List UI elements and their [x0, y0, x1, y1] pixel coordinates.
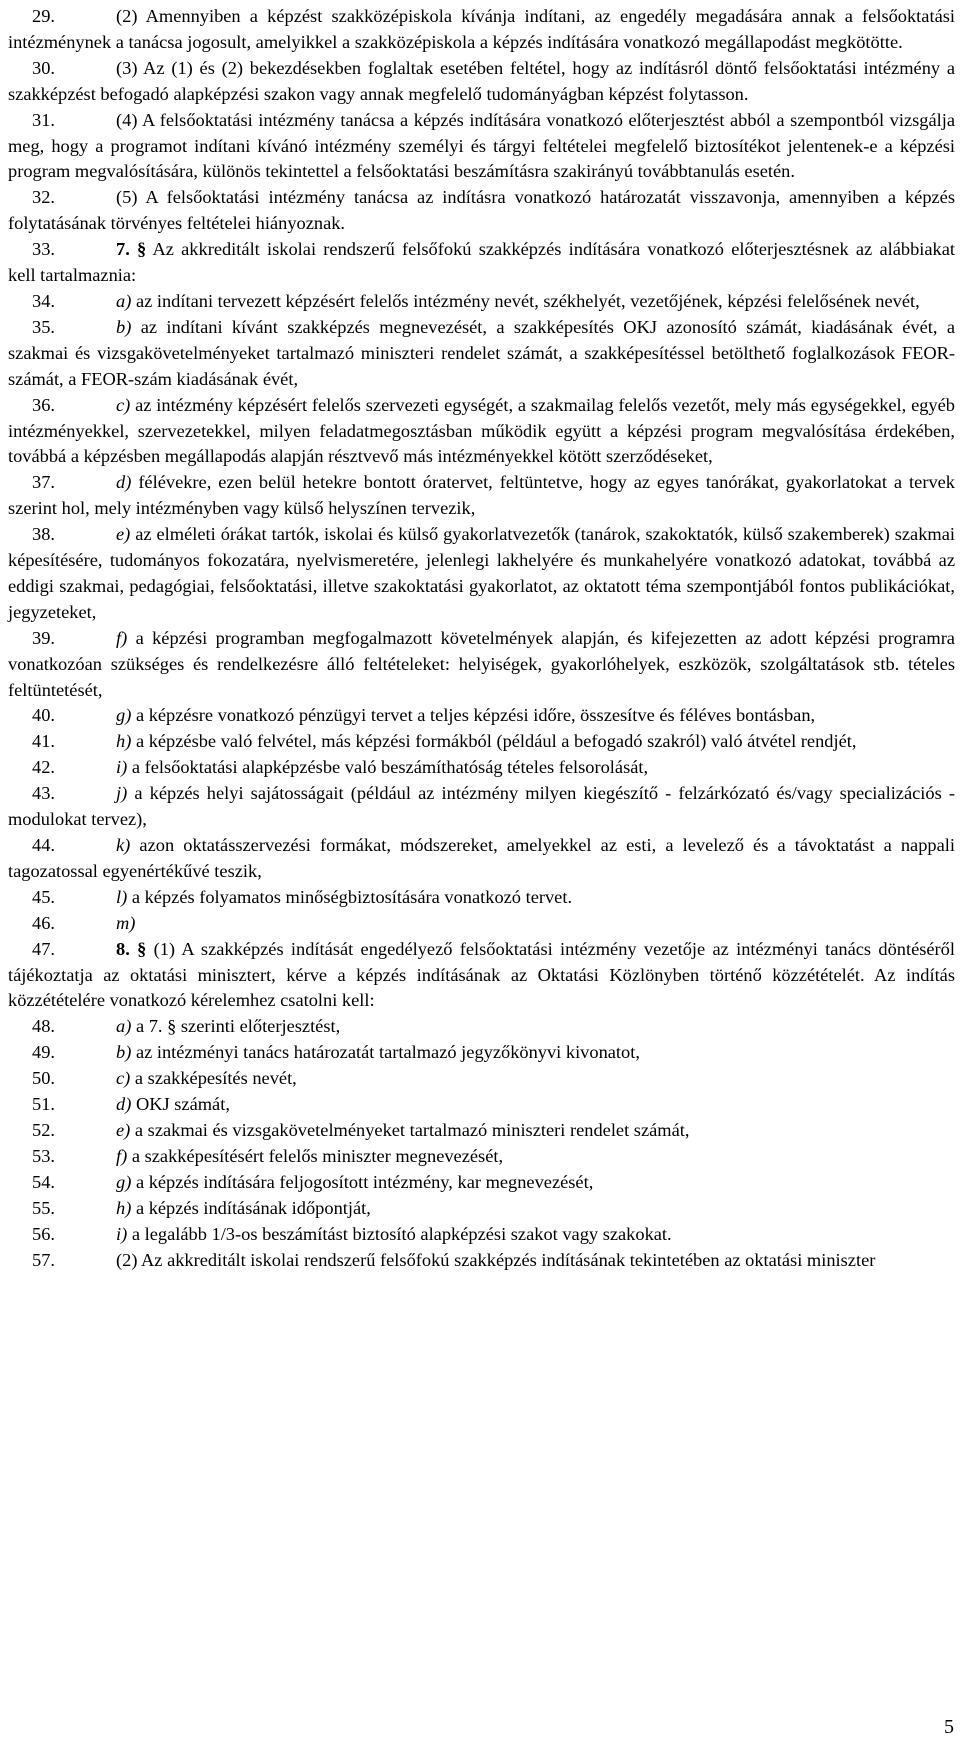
numbered-paragraph — [8, 1196, 955, 1222]
numbered-paragraph — [8, 1144, 955, 1170]
item-marker: h) — [116, 1197, 132, 1218]
numbered-paragraph — [8, 755, 955, 781]
paragraph-number: 32. — [32, 187, 55, 208]
item-marker: f) — [116, 1145, 128, 1166]
item-marker: d) — [116, 472, 132, 493]
item-marker: e) — [116, 1119, 131, 1140]
paragraph-text: a szakmai és vizsgakövetelményeket tartalmazó miniszteri rendelet számát, — [134, 1119, 690, 1140]
numbered-paragraph — [8, 289, 955, 315]
paragraph-number: 35. — [32, 316, 55, 337]
item-marker: f) — [116, 627, 128, 648]
paragraph-text: azon oktatásszervezési formákat, módszereket, amelyekkel az esti, a levelező és a távoktatást a nappali tagozatossal egyenértékűvé teszik, — [8, 835, 955, 881]
paragraph-text: az intézmény képzésért felelős szervezeti egységét, a szakmailag felelős vezetőt, mely más egységekkel, egyéb intézményekkel, szervezetekkel, milyen feladatmegosztásban működik együtt a képzési program megvalósítása érdekében, továbbá a képzésben megállapodás alapján résztvevő más intézményekkel kötött szerződéseket, — [8, 394, 955, 467]
paragraph-number: 29. — [32, 6, 55, 26]
paragraph-number: 57. — [32, 1249, 55, 1270]
item-marker: b) — [116, 1042, 132, 1063]
numbered-paragraph — [8, 4, 955, 56]
item-marker: a) — [116, 1016, 132, 1037]
numbered-paragraph — [8, 911, 955, 937]
paragraph-number: 48. — [32, 1016, 55, 1037]
paragraph-number: 49. — [32, 1042, 55, 1063]
item-marker: i) — [116, 1223, 128, 1244]
numbered-paragraph — [8, 1170, 955, 1196]
item-marker: l) — [116, 886, 128, 907]
paragraph-number: 53. — [32, 1145, 55, 1166]
paragraph-number: 41. — [32, 731, 55, 752]
paragraph-text: a szakképesítés nevét, — [134, 1068, 297, 1089]
paragraph-number: 51. — [32, 1094, 55, 1115]
numbered-paragraph — [8, 315, 955, 393]
paragraph-number: 39. — [32, 627, 55, 648]
numbered-paragraph — [8, 626, 955, 704]
numbered-paragraph — [8, 1222, 955, 1248]
numbered-paragraph — [8, 729, 955, 755]
paragraph-number: 56. — [32, 1223, 55, 1244]
numbered-paragraph — [8, 1118, 955, 1144]
numbered-paragraph — [8, 703, 955, 729]
item-marker: m) — [116, 912, 136, 933]
numbered-paragraph — [8, 522, 955, 626]
numbered-paragraph — [8, 108, 955, 186]
paragraph-text: a 7. § szerinti előterjesztést, — [135, 1016, 341, 1037]
numbered-paragraph — [8, 393, 955, 471]
paragraph-text: a képzés folyamatos minőségbiztosítására vonatkozó tervet. — [131, 886, 573, 907]
item-marker: c) — [116, 394, 131, 415]
item-marker: a) — [116, 290, 132, 311]
item-marker: e) — [116, 524, 131, 545]
numbered-paragraph — [8, 1066, 955, 1092]
numbered-paragraph — [8, 937, 955, 1015]
paragraph-text: (1) A szakképzés indítását engedélyező felsőoktatási intézmény vezetője az intézményi tanács döntéséről tájékoztatja az oktatási minisztert, kérve a képzés indításának az Oktatási Közlönyben történő közzétételét. Az indítás közzétételére vonatkozó kérelemhez csatolni kell: — [8, 938, 955, 1011]
item-marker: h) — [116, 731, 132, 752]
paragraph-text: a képzésre vonatkozó pénzügyi tervet a teljes képzési időre, összesítve és féléves bontásban, — [135, 705, 816, 726]
paragraph-text: az indítani kívánt szakképzés megnevezését, a szakképesítés OKJ azonosító számát, kiadásának évét, a szakmai és vizsgakövetelményeket tartalmazó miniszteri rendelet számát, a szakképesítéssel betölthető foglalkozások FEOR-számát, a FEOR-szám kiadásának évét, — [8, 316, 955, 389]
paragraph-number: 45. — [32, 886, 55, 907]
paragraph-number: 31. — [32, 109, 55, 130]
item-marker: g) — [116, 1171, 132, 1192]
paragraph-number: 43. — [32, 783, 55, 804]
paragraph-text: a képzés indításának időpontját, — [135, 1197, 371, 1218]
paragraph-text: OKJ számát, — [135, 1094, 230, 1115]
numbered-paragraph — [8, 56, 955, 108]
item-marker: k) — [116, 835, 131, 855]
numbered-paragraph — [8, 237, 955, 289]
item-marker: b) — [116, 316, 132, 337]
paragraph-text: a képzésbe való felvétel, más képzési formákból (például a befogadó szakról) való átvétel rendjét, — [135, 731, 857, 752]
numbered-paragraph — [8, 1014, 955, 1040]
paragraph-number: 44. — [32, 835, 55, 855]
paragraph-number: 38. — [32, 524, 55, 545]
paragraph-number: 36. — [32, 394, 55, 415]
paragraph-text: az intézményi tanács határozatát tartalmazó jegyzőkönyvi kivonatot, — [135, 1042, 640, 1063]
numbered-paragraph — [8, 781, 955, 833]
paragraph-text: az elméleti órákat tartók, iskolai és külső gyakorlatvezetők (tanárok, szakoktatók, külső szakemberek) szakmai képesítésére, tudományos fokozatára, nyelvismeretére, jelenlegi lakhelyére és munkahelyére vonatkozó adatokat, továbbá az eddigi szakmai, pedagógiai, felsőoktatási, illetve szakoktatási gyakorlatot, az oktatott téma szempontjából fontos publikációkat, jegyzeteket, — [8, 524, 955, 622]
paragraph-text: a képzés indítására feljogosított intézmény, kar megnevezését, — [135, 1171, 594, 1192]
paragraph-number: 46. — [32, 912, 55, 933]
paragraph-text: (2) Az akkreditált iskolai rendszerű felsőfokú szakképzés indításának tekintetében az oktatási miniszter — [116, 1249, 876, 1270]
paragraph-text: a legalább 1/3-os beszámítást biztosító alapképzési szakot vagy szakokat. — [131, 1223, 672, 1244]
paragraph-number: 47. — [32, 938, 55, 959]
paragraph-text: Az akkreditált iskolai rendszerű felsőfokú szakképzés indítására vonatkozó előterjesztésnek az alábbiakat kell tartalmaznia: — [8, 239, 956, 286]
item-marker: d) — [116, 1094, 132, 1115]
paragraph-text: a szakképesítésért felelős miniszter megnevezését, — [131, 1145, 504, 1166]
item-marker: i) — [116, 757, 128, 778]
section-mark: 8. § — [116, 938, 147, 959]
paragraph-number: 37. — [32, 472, 55, 493]
numbered-paragraph — [8, 885, 955, 911]
numbered-paragraph — [8, 833, 955, 885]
numbered-paragraph — [8, 1040, 955, 1066]
paragraph-number: 33. — [32, 239, 55, 260]
paragraph-number: 50. — [32, 1068, 55, 1089]
document-page — [8, 4, 955, 1273]
page-number: 5 — [944, 1716, 954, 1738]
item-marker: j) — [116, 783, 128, 804]
paragraph-number: 40. — [32, 705, 55, 726]
paragraph-number: 42. — [32, 757, 55, 778]
item-marker: g) — [116, 705, 132, 726]
numbered-paragraph — [8, 1092, 955, 1118]
paragraph-text: a képzés helyi sajátosságait (például az intézmény milyen kiegészítő - felzárkózató és/vagy specializációs - modulokat tervez), — [8, 783, 955, 830]
paragraph-text: a képzési programban megfogalmazott követelmények alapján, és kifejezetten az adott képzési programra vonatkozóan szükséges és rendelkezésre álló feltételeket: helyiségek, gyakorlóhelyek, eszközök, szolgáltatások stb. tételes feltüntetését, — [8, 627, 955, 700]
paragraph-number: 54. — [32, 1171, 55, 1192]
item-marker: c) — [116, 1068, 131, 1089]
paragraph-number: 55. — [32, 1197, 55, 1218]
paragraph-text: félévekre, ezen belül hetekre bontott óratervet, feltüntetve, hogy az egyes tanórákat, gyakorlatokat a tervek szerint hol, mely intézményben vagy külső helyszínen tervezik, — [8, 472, 955, 519]
numbered-paragraph — [8, 185, 955, 237]
numbered-paragraph — [8, 470, 955, 522]
numbered-paragraph — [8, 1248, 955, 1274]
paragraph-number: 52. — [32, 1119, 55, 1140]
paragraph-text: az indítani tervezett képzésért felelős intézmény nevét, székhelyét, vezetőjének, képzési felelősének nevét, — [135, 290, 920, 311]
paragraph-text: (2) Amennyiben a képzést szakközépiskola kívánja indítani, az engedély megadására annak a felsőoktatási intézménynek a tanácsa jogosult, amelyikkel a szakközépiskola a képzés indítására vonatkozó megállapodást megkötötte. — [8, 6, 955, 52]
paragraph-text: (3) Az (1) és (2) bekezdésekben foglaltak esetében feltétel, hogy az indításról döntő felsőoktatási intézmény a szakképzést befogadó alapképzési szakon vagy annak megfelelő tudományágban képzést folytasson. — [8, 57, 955, 104]
paragraph-number: 34. — [32, 290, 55, 311]
paragraph-text: (5) A felsőoktatási intézmény tanácsa az indításra vonatkozó határozatát visszavonja, amennyiben a képzés folytatásának törvényes feltételei hiányoznak. — [8, 187, 955, 234]
paragraph-text: (4) A felsőoktatási intézmény tanácsa a képzés indítására vonatkozó előterjesztést abból a szempontból vizsgálja meg, hogy a programot indítani kívánó intézmény személyi és tárgyi feltételei megfelelő biztosítékot jelentenek-e a képzési program megvalósítására, különös tekintettel a felsőoktatási beszámításra szakirányú továbbtanulás esetén. — [8, 109, 955, 182]
section-mark: 7. § — [116, 239, 147, 260]
paragraph-text: a felsőoktatási alapképzésbe való beszámíthatóság tételes felsorolását, — [131, 757, 649, 778]
paragraph-number: 30. — [32, 57, 55, 78]
